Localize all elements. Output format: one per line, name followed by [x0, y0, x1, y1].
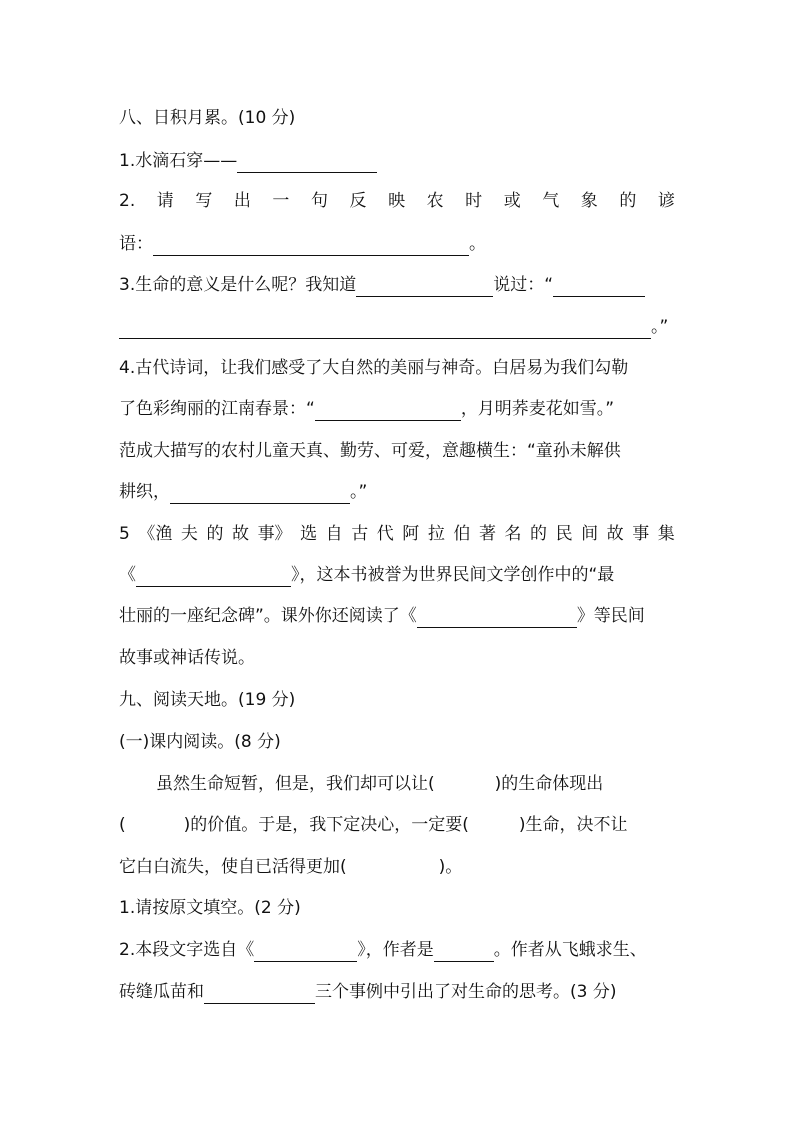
q5-char: 故 — [606, 524, 624, 544]
s8-question-4-line-4 — [119, 480, 675, 504]
q5-char: 集 — [657, 524, 675, 544]
q2-char: 的 — [619, 191, 637, 211]
s8-question-3-line-2 — [119, 315, 675, 339]
s9-q2-example-blank[interactable] — [204, 985, 315, 1004]
q5-char: 事 — [632, 524, 650, 544]
q4-line4-prefix: 耕织， — [119, 482, 170, 502]
s9-q2-a: 2.本段文字选自《 — [119, 940, 255, 960]
section-8-title: 八、日积月累。(10 分) — [119, 108, 296, 128]
q5-char: 自 — [325, 524, 343, 544]
q5-char: 阿 — [402, 524, 420, 544]
q5-char: 伯 — [453, 524, 471, 544]
q5-char: 拉 — [427, 524, 445, 544]
q2-char: 农 — [426, 191, 444, 211]
s9-question-2-line-1 — [119, 938, 675, 962]
q2-char: 时 — [465, 191, 483, 211]
q5-char: 夫 — [180, 524, 198, 544]
q5-char: 的 — [206, 524, 224, 544]
q4-line4-suffix: 。” — [350, 482, 368, 502]
q2-char: 句 — [310, 191, 328, 211]
passage-line3-prefix: 它白白流失，使自已活得更加( — [119, 857, 347, 877]
s8-question-2-line-1 — [119, 189, 675, 213]
s8-question-4-line-3: 范成大描写的农村儿童天真、勤劳、可爱，意趣横生：“童孙未解供 — [119, 441, 621, 461]
q5-char: 故 — [232, 524, 250, 544]
q5-char: 代 — [376, 524, 394, 544]
s9-q2-b: 》，作者是 — [357, 940, 434, 960]
q2-char: 反 — [349, 191, 367, 211]
q2-char: 谚 — [657, 191, 675, 211]
q5-char: 名 — [504, 524, 522, 544]
s8-question-5-line-2 — [119, 563, 675, 587]
s8-question-5-line-1 — [119, 522, 675, 546]
q5-char: 民 — [555, 524, 573, 544]
passage-line2-c: )生命，决不让 — [518, 815, 628, 835]
s9-q2-e: 三个事例中引出了对生命的思考。(3 分) — [315, 982, 617, 1002]
q3-prefix: 3.生命的意义是什么呢？我知道 — [119, 275, 357, 295]
q5-char: 《渔 — [138, 524, 173, 544]
q1-answer-blank[interactable] — [237, 154, 377, 173]
passage-line3-suffix: )。 — [438, 857, 463, 877]
s8-question-5-line-3 — [119, 604, 675, 628]
q2-char: 出 — [233, 191, 251, 211]
q5-char: 的 — [530, 524, 548, 544]
q2-answer-blank[interactable] — [153, 237, 469, 256]
q5-char: 间 — [581, 524, 599, 544]
q5-collection-blank[interactable] — [136, 568, 291, 587]
section-9-title: 九、阅读天地。(19 分) — [119, 690, 296, 710]
q2-suffix: 。 — [469, 234, 486, 254]
q5-char: 古 — [351, 524, 369, 544]
passage-line2-b: )的价值。于是，我下定决心，一定要( — [183, 815, 469, 835]
q4-poem-blank-2[interactable] — [170, 485, 350, 504]
s9-question-2-line-2 — [119, 980, 675, 1004]
q2-char: 2. — [119, 191, 136, 211]
passage-line-2 — [119, 813, 675, 837]
section-9-subtitle: (一)课内阅读。(8 分) — [119, 732, 281, 752]
q5-char: 选 — [300, 524, 318, 544]
q4-line2-prefix: 了色彩绚丽的江南春景：“ — [119, 399, 315, 419]
s9-q2-author-blank[interactable] — [434, 943, 494, 962]
s9-question-1: 1.请按原文填空。(2 分) — [119, 898, 301, 918]
q5-char: 著 — [478, 524, 496, 544]
q3-quote-blank-2[interactable] — [119, 320, 651, 339]
q5-char: 事》 — [257, 524, 292, 544]
q5-book-blank[interactable] — [417, 609, 577, 628]
q2-prefix: 语： — [119, 234, 153, 254]
q5-line3-prefix: 壮丽的一座纪念碑”。课外你还阅读了《 — [119, 606, 417, 626]
s8-question-4-line-2 — [119, 397, 675, 421]
s8-question-5-line-4: 故事或神话传说。 — [119, 648, 255, 668]
s9-q2-title-blank[interactable] — [254, 943, 357, 962]
q2-char: 请 — [156, 191, 174, 211]
q2-char: 写 — [195, 191, 213, 211]
q1-text: 1.水滴石穿—— — [119, 151, 238, 171]
passage-line1-prefix: 虽然生命短暂，但是，我们却可以让( — [156, 774, 435, 794]
q5-char: 5 — [119, 524, 130, 544]
q2-char: 一 — [272, 191, 290, 211]
q2-char: 气 — [542, 191, 560, 211]
passage-line-3 — [119, 855, 675, 879]
s9-q2-c: 。作者从飞蛾求生、 — [493, 940, 647, 960]
passage-line1-suffix: )的生命体现出 — [494, 774, 604, 794]
q4-poem-blank-1[interactable] — [315, 402, 461, 421]
q3-author-blank[interactable] — [356, 278, 493, 297]
s8-question-3-line-1 — [119, 273, 675, 297]
q4-line2-suffix: ，月明荞麦花如雪。” — [460, 399, 615, 419]
s8-question-1 — [119, 149, 675, 173]
q3-quote-blank-1[interactable] — [553, 278, 645, 297]
s8-question-2-line-2 — [119, 232, 675, 256]
q2-char: 映 — [388, 191, 406, 211]
q2-char: 或 — [503, 191, 521, 211]
s9-q2-d: 砖缝瓜苗和 — [119, 982, 204, 1002]
q5-line3-suffix: 》等民间 — [576, 606, 645, 626]
passage-line-1 — [156, 772, 675, 796]
q5-line2-suffix: 》，这本书被誉为世界民间文学创作中的“最 — [291, 565, 615, 585]
q3-end: 。” — [651, 317, 669, 337]
q5-line2-prefix: 《 — [119, 565, 136, 585]
passage-line2-a: ( — [119, 815, 126, 835]
s8-question-4-line-1: 4.古代诗词，让我们感受了大自然的美丽与神奇。白居易为我们勾勒 — [119, 358, 629, 378]
q3-mid: 说过：“ — [493, 275, 554, 295]
q2-char: 象 — [580, 191, 598, 211]
